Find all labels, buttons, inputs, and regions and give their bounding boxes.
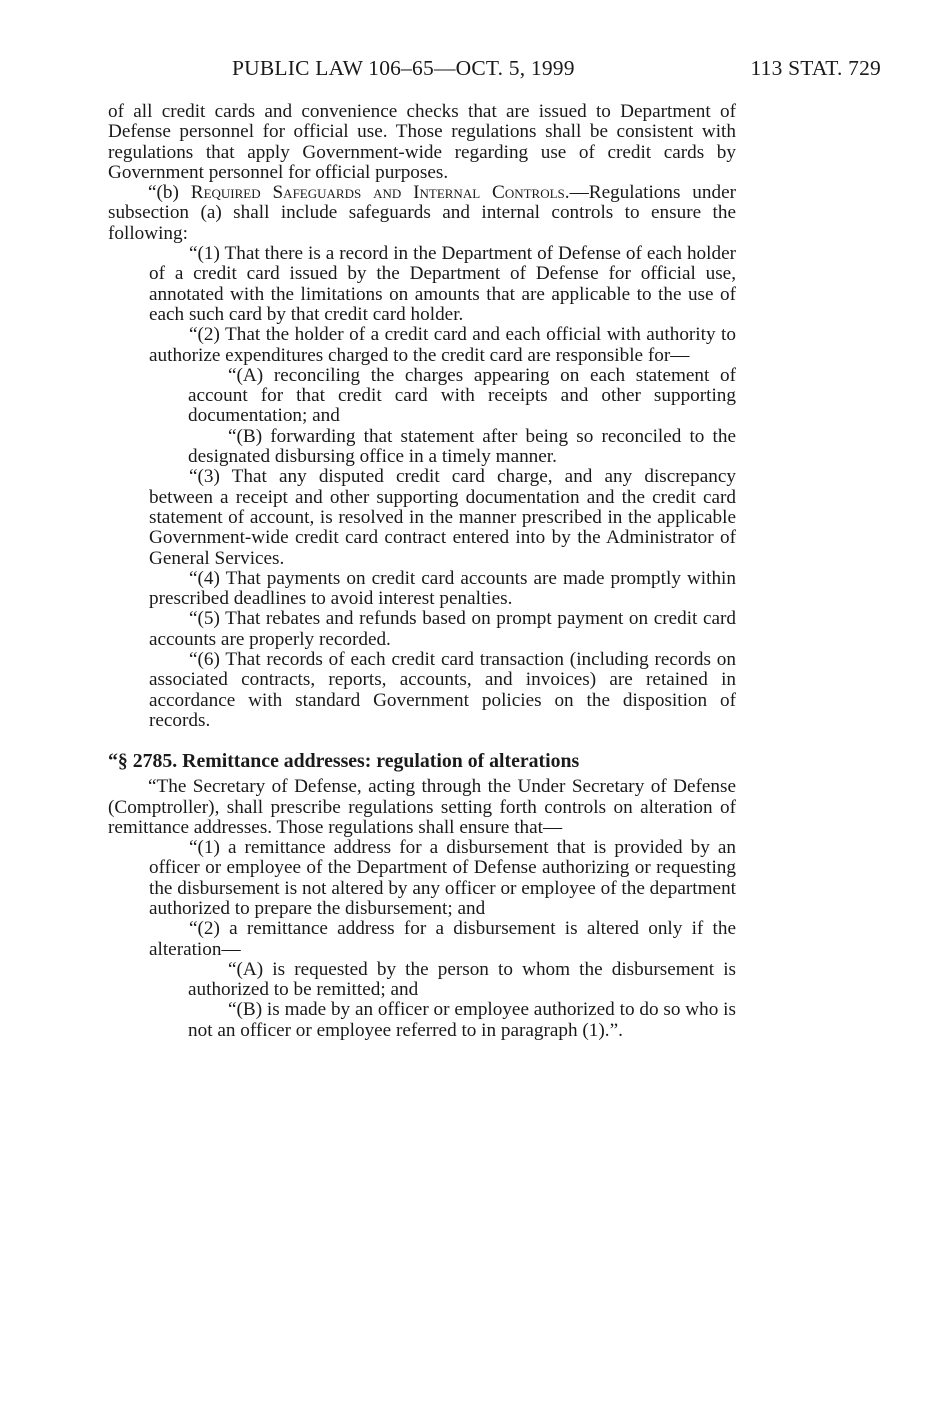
section-2785-subparagraph-a: “(A) is requested by the person to whom the disbursement is authorized to be remitted; and <box>188 958 736 1001</box>
statute-citation: 113 STAT. 729 <box>750 56 881 80</box>
section-2785-intro: “The Secretary of Defense, acting through the Under Secretary of Defense (Comptroller), shall prescribe regulations setting forth controls on alteration of remittance addresses. Those regulations shall ensure that— <box>108 776 736 838</box>
paragraph-1: “(1) That there is a record in the Department of Defense of each holder of a credit card issued by the Department of Defense for official use, annotated with the limitations on amounts that are applicable to the use of each such card by that credit card holder. <box>149 243 736 325</box>
paragraph-4: “(4) That payments on credit card accounts are made promptly within prescribed deadlines to avoid interest penalties. <box>149 567 736 610</box>
section-2785-paragraph-1: “(1) a remittance address for a disbursement that is provided by an officer or employee of the Department of Defense authorizing or requesting the disbursement is not altered by any officer or employee of the department authorized to prepare the disbursement; and <box>149 837 736 919</box>
continuation-paragraph: of all credit cards and convenience checks that are issued to Department of Defense personnel for official use. Those regulations shall be consistent with regulations that apply Government-wide regarding use of credit cards by Government personnel for official purposes. <box>108 101 736 183</box>
paragraph-6: “(6) That records of each credit card transaction (including records on associated contracts, reports, accounts, and invoices) are retained in accordance with standard Government policies on the disposition of records. <box>149 649 736 731</box>
subsection-b-text: —Regulations under subsection (a) shall include safeguards and internal controls to ensure the following: <box>108 182 736 244</box>
section-2785-heading: “§ 2785. Remittance addresses: regulation of alterations <box>108 750 580 773</box>
page-header <box>108 56 881 86</box>
paragraph-5: “(5) That rebates and refunds based on prompt payment on credit card accounts are properly recorded. <box>149 608 736 650</box>
running-head: PUBLIC LAW 106–65—OCT. 5, 1999 <box>232 56 575 80</box>
paragraph-3: “(3) That any disputed credit card charge, and any discrepancy between a receipt and other supporting documentation and the credit card statement of account, is resolved in the manner prescribed in the applicable Government-wide credit card contract entered into by the Administrator of General Services. <box>149 466 736 569</box>
subsection-b-prefix: “(b) <box>148 182 191 204</box>
subsection-b <box>108 183 736 244</box>
subparagraph-2a: “(A) reconciling the charges appearing on each statement of account for that credit card with receipts and other supporting documentation; and <box>188 364 736 427</box>
section-2785-paragraph-2: “(2) a remittance address for a disbursement is altered only if the alteration— <box>149 918 736 960</box>
section-2785-subparagraph-b: “(B) is made by an officer or employee authorized to do so who is not an officer or employee referred to in paragraph (1).”. <box>188 999 736 1041</box>
subsection-b-heading: Required Safeguards and Internal Controls. <box>190 182 570 204</box>
subparagraph-2b: “(B) forwarding that statement after being so reconciled to the designated disbursing office in a timely manner. <box>188 425 736 468</box>
page-body <box>108 102 736 1041</box>
paragraph-2: “(2) That the holder of a credit card and each official with authority to authorize expenditures charged to the credit card are responsible for— <box>149 324 736 366</box>
